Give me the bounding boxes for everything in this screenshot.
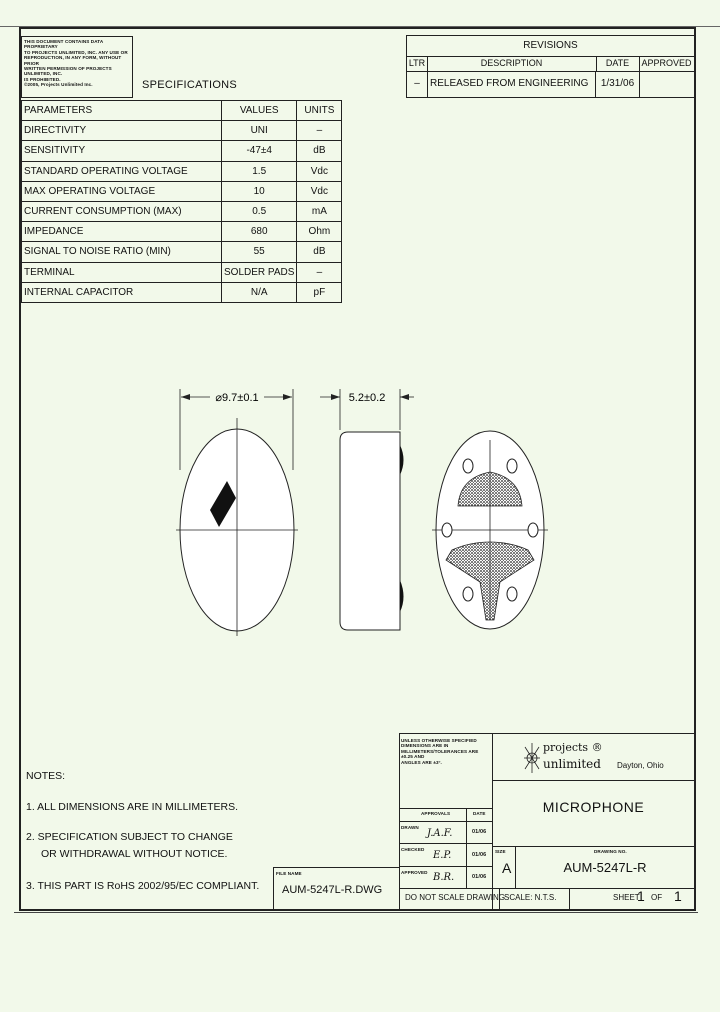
value-cell: UNI [222, 121, 297, 141]
param-cell: SIGNAL TO NOISE RATIO (MIN) [22, 242, 222, 262]
size-value: A [502, 860, 512, 876]
unit-cell: – [297, 121, 342, 141]
note-item: 3. THIS PART IS RoHS 2002/95/EC COMPLIANT. [26, 880, 260, 892]
value-cell: 680 [222, 222, 297, 242]
dim-arrow [400, 394, 409, 400]
side-view [320, 389, 414, 630]
mounting-hole [507, 459, 517, 473]
title-block [399, 733, 695, 909]
unit-cell: Vdc [297, 181, 342, 201]
drawn-label: DRAWN [401, 825, 419, 830]
size-label: SIZE [495, 849, 506, 854]
param-cell: DIRECTIVITY [22, 121, 222, 141]
company-name-line2: unlimited [543, 757, 601, 771]
side-outline [340, 432, 400, 630]
param-cell: INTERNAL CAPACITOR [22, 282, 222, 302]
drawing-no-label: DRAWING NO. [594, 849, 627, 854]
drawn-by: J.A.F. [427, 828, 453, 839]
sheet-number: 1 [637, 888, 645, 904]
rev-header-ltr: LTR [407, 56, 428, 72]
dim-arrow [283, 394, 292, 400]
thickness-dimension-label: 5.2±0.2 [348, 392, 386, 404]
checked-by: E.P. [433, 850, 452, 861]
value-cell: 1.5 [222, 161, 297, 181]
value-cell: 0.5 [222, 201, 297, 221]
file-name-box [273, 867, 400, 909]
notes-title: NOTES: [26, 770, 66, 782]
mounting-hole [442, 523, 452, 537]
tolerance-note [401, 738, 491, 765]
approved-by: B.R. [433, 872, 455, 883]
drawing-number: AUM-5247L-R [563, 860, 647, 875]
unit-cell: dB [297, 242, 342, 262]
unit-cell: Vdc [297, 161, 342, 181]
mounting-hole [463, 459, 473, 473]
file-name-value: AUM-5247L-R.DWG [282, 884, 383, 896]
note-item: 1. ALL DIMENSIONS ARE IN MILLIMETERS. [26, 801, 239, 813]
param-cell: TERMINAL [22, 262, 222, 282]
rev-header-date: DATE [596, 56, 640, 72]
tolerance-line: ANGLES ARE ±3°. [401, 759, 442, 765]
mounting-hole [463, 587, 473, 601]
header-units: UNITS [297, 101, 342, 121]
company-logo-mark [523, 741, 541, 775]
checked-date: 01/06 [472, 852, 487, 858]
side-pad-bottom [400, 580, 404, 612]
unit-cell: mA [297, 201, 342, 221]
approved-label: APPROVED [401, 870, 428, 875]
dim-arrow [181, 394, 190, 400]
header-parameters: PARAMETERS [22, 101, 222, 121]
value-cell: N/A [222, 282, 297, 302]
dim-arrow [331, 394, 340, 400]
notice-line: IS PROHIBITED. [24, 76, 61, 82]
company-location: Dayton, Ohio [617, 761, 664, 770]
approved-date: 01/06 [472, 874, 487, 880]
unit-cell: dB [297, 141, 342, 161]
notice-line: ©2005, Projects Unlimited Inc. [24, 82, 93, 88]
side-pad-top [400, 445, 404, 475]
value-cell: 10 [222, 181, 297, 201]
approvals-label: APPROVALS [421, 811, 451, 816]
unit-cell: – [297, 262, 342, 282]
bottom-border-line [14, 912, 698, 913]
mounting-hole [507, 587, 517, 601]
header-values: VALUES [222, 101, 297, 121]
specifications-title: SPECIFICATIONS [142, 79, 238, 91]
notice-line: TO PROJECTS UNLIMITED, INC. ANY USE OR [24, 49, 128, 55]
note-item: OR WITHDRAWAL WITHOUT NOTICE. [41, 848, 228, 860]
rev-row-description: RELEASED FROM ENGINEERING [427, 71, 596, 97]
company-name-line1: projects ® [543, 741, 603, 754]
revisions-title: REVISIONS [407, 36, 694, 57]
drawing-title: MICROPHONE [542, 799, 645, 815]
notice-line: THIS DOCUMENT CONTAINS DATA PROPRIETARY [24, 39, 104, 50]
notice-line: WRITTEN PERMISSION OF PROJECTS UNLIMITED, INC. [24, 66, 112, 77]
tolerance-line: DIMENSIONS ARE IN [401, 743, 449, 749]
tolerance-line: MILLIMETERS/TOLERANCES ARE ±0.25 AND [401, 748, 479, 760]
mounting-hole [528, 523, 538, 537]
date-label: DATE [473, 811, 486, 816]
value-cell: SOLDER PADS [222, 262, 297, 282]
of-label: OF [651, 893, 663, 902]
front-view [176, 389, 298, 636]
unit-cell: Ohm [297, 222, 342, 242]
param-cell: IMPEDANCE [22, 222, 222, 242]
value-cell: 55 [222, 242, 297, 262]
file-name-label: FILE NAME [276, 871, 302, 876]
diameter-dimension-label: ⌀9.7±0.1 [215, 392, 259, 404]
checked-label: CHECKED [401, 847, 425, 852]
param-cell: STANDARD OPERATING VOLTAGE [22, 161, 222, 181]
scale-value: SCALE: N.T.S. [504, 893, 557, 902]
sheet-total: 1 [674, 888, 682, 904]
param-cell: CURRENT CONSUMPTION (MAX) [22, 201, 222, 221]
back-view [432, 431, 548, 629]
note-item: 2. SPECIFICATION SUBJECT TO CHANGE [26, 831, 233, 843]
drawn-date: 01/06 [472, 829, 487, 835]
param-cell: SENSITIVITY [22, 141, 222, 161]
notice-line: REPRODUCTION, IN ANY FORM, WITHOUT PRIOR [24, 55, 122, 66]
rev-header-description: DESCRIPTION [427, 56, 597, 72]
unit-cell: pF [297, 282, 342, 302]
company-logo [519, 738, 664, 778]
param-cell: MAX OPERATING VOLTAGE [22, 181, 222, 201]
sheet-label: SHEET [613, 893, 640, 902]
tolerance-line: UNLESS OTHERWISE SPECIFIED [401, 738, 477, 743]
value-cell: -47±4 [222, 141, 297, 161]
rev-row-date: 1/31/06 [596, 71, 640, 97]
rev-row-ltr: – [407, 71, 428, 97]
do-not-scale: DO NOT SCALE DRAWING [405, 893, 506, 902]
rev-header-approved: APPROVED [639, 56, 694, 72]
